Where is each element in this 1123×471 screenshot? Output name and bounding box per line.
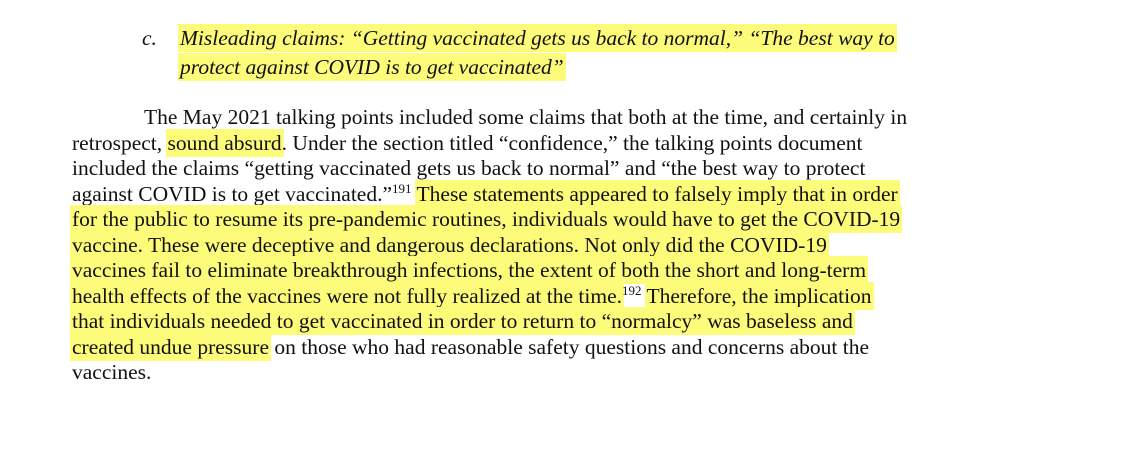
heading-text-1: Misleading claims: “Getting vaccinated gets us back to normal,” “The best way to [180, 26, 895, 50]
highlight-therefore: Therefore, the implication [646, 283, 872, 308]
paragraph-line-4 [72, 182, 1072, 208]
paragraph-line-1: The May 2021 talking points included some claims that both at the time, and certainly in [144, 105, 908, 129]
paragraph-line-8 [72, 284, 1072, 310]
highlight-line-6: vaccine. These were deceptive and dangerous declarations. Not only did the COVID-19 [72, 232, 827, 257]
heading-line-2 [142, 53, 1042, 82]
text-segment: against COVID is to get vaccinated.” [72, 181, 393, 206]
text-segment: on those who had reasonable safety questions and concerns about the [269, 334, 870, 359]
text-segment: . Under the section titled “confidence,” the talking points document [281, 130, 863, 155]
paragraph-line-5 [72, 207, 1072, 233]
paragraph-line-3: included the claims “getting vaccinated gets us back to normal” and “the best way to protect [72, 156, 866, 180]
highlight-line-5: for the public to resume its pre-pandemic routines, individuals would have to get the COVID-19 [72, 207, 901, 231]
highlight-line-9: that individuals needed to get vaccinated in order to return to “normalcy” was baseless and [72, 309, 853, 333]
heading-letter: c. [142, 26, 157, 50]
highlight-line-8: health effects of the vaccines were not fully realized at the time. [72, 283, 622, 308]
text-segment: retrospect, [72, 130, 168, 155]
paragraph-line-2 [72, 131, 1072, 157]
highlight-undue-pressure: created undue pressure [72, 334, 269, 359]
heading-text-2: protect against COVID is to get vaccinated” [180, 55, 564, 79]
paragraph-line-6 [72, 233, 1072, 259]
highlight-statements: These statements appeared to falsely imply that in order [416, 181, 898, 206]
footnote-191: 191 [392, 180, 412, 196]
paragraph-line-9 [72, 309, 1072, 335]
paragraph-line-11: vaccines. [72, 360, 152, 384]
body-paragraph [72, 105, 1072, 386]
footnote-192: 192 [622, 282, 642, 298]
section-heading [142, 24, 1042, 82]
highlight-line-7: vaccines fail to eliminate breakthrough infections, the extent of both the short and long-term [72, 258, 867, 282]
highlight-sound-absurd: sound absurd [167, 130, 282, 155]
heading-line-1 [142, 24, 1042, 53]
paragraph-line-10 [72, 335, 1072, 361]
paragraph-line-7 [72, 258, 1072, 284]
